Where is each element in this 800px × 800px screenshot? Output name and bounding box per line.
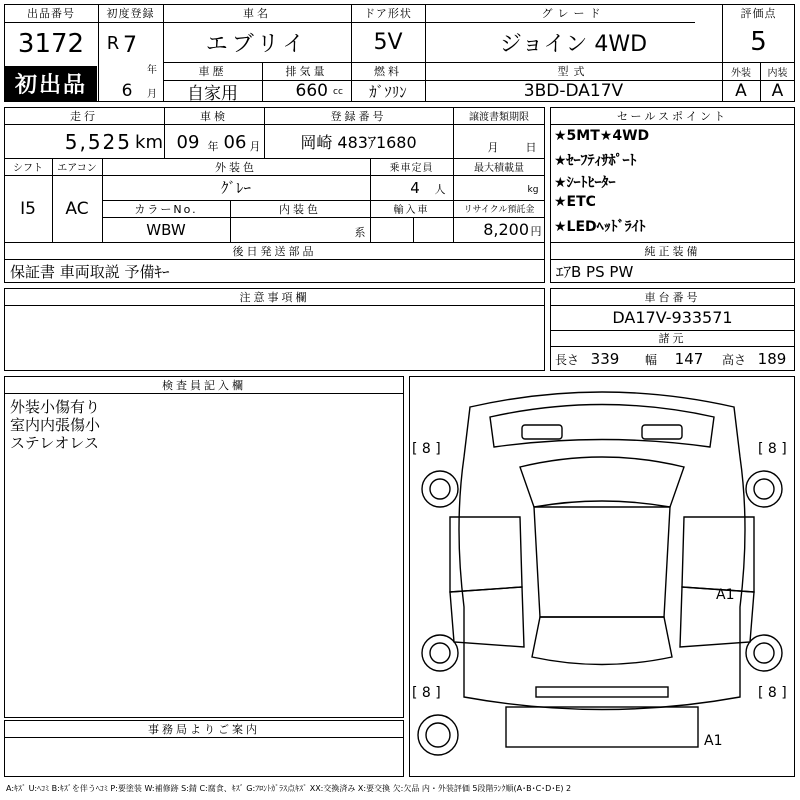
transfer-deadline-label: 譲渡書類期限 bbox=[469, 112, 529, 123]
sales-point-item: ★ｼｰﾄﾋｰﾀｰ bbox=[554, 175, 616, 191]
score-value: 5 bbox=[750, 27, 767, 57]
mileage-label: 走行 bbox=[70, 109, 98, 123]
door-type: 5V bbox=[373, 29, 403, 55]
color-number: WBW bbox=[146, 220, 186, 239]
year-unit: 年 bbox=[147, 64, 157, 76]
load-label: 最大積載量 bbox=[474, 163, 524, 174]
inspection-year-unit: 年 bbox=[207, 140, 219, 153]
width-label: 幅 bbox=[644, 352, 657, 367]
color-number-label: カラーNo. bbox=[134, 202, 198, 216]
car-name-label: 車名 bbox=[243, 7, 271, 20]
history-label: 車歴 bbox=[198, 65, 227, 78]
later-parts-label: 後日発送部品 bbox=[232, 244, 317, 258]
sales-point-item: ★ETC bbox=[554, 194, 596, 210]
capacity-label: 乗車定員 bbox=[389, 163, 434, 174]
model-code: 3BD-DA17V bbox=[523, 81, 624, 101]
registration-plate: 岡崎 483ｱ1680 bbox=[300, 132, 417, 152]
grade-label: グレード bbox=[541, 7, 606, 20]
tire-mark-front-left: [ 8 ] bbox=[412, 441, 441, 457]
inspection-label: 車検 bbox=[200, 109, 228, 123]
month-unit: 月 bbox=[147, 88, 157, 100]
inspection-month: 06 bbox=[223, 131, 247, 153]
tire-mark-front-right: [ 8 ] bbox=[758, 441, 787, 457]
recycle-value: 8,200 bbox=[483, 220, 529, 239]
width-value: 147 bbox=[674, 350, 704, 368]
exterior-color: ｸﾞﾚｰ bbox=[220, 179, 251, 197]
inspection-month-unit: 月 bbox=[249, 140, 261, 153]
exterior-label: 外装 bbox=[731, 67, 751, 79]
registration-month: 6 bbox=[121, 81, 133, 101]
exterior-color-label: 外装色 bbox=[215, 160, 257, 174]
history-value: 自家用 bbox=[187, 83, 238, 102]
later-parts-value: 保証書 車両取説 予備ｷｰ bbox=[10, 262, 170, 281]
damage-mark-rear: A1 bbox=[704, 733, 723, 749]
transfer-month-unit: 月 bbox=[487, 141, 499, 154]
height-label: 高さ bbox=[721, 352, 746, 367]
shift-value: I5 bbox=[20, 198, 36, 219]
chassis-label: 車台番号 bbox=[644, 290, 701, 304]
import-label: 輸入車 bbox=[393, 205, 430, 216]
mileage-value: 5,525 bbox=[64, 130, 132, 154]
shift-label: シフト bbox=[13, 163, 43, 174]
sales-point-item: ★LEDﾍｯﾄﾞﾗｲﾄ bbox=[554, 219, 646, 235]
registration-year: 7 bbox=[123, 32, 137, 58]
interior-grade: A bbox=[771, 81, 784, 101]
interior-label: 内装 bbox=[767, 67, 788, 79]
car-outline-diagram bbox=[410, 377, 794, 776]
office-label: 事務局よりご案内 bbox=[148, 722, 260, 736]
capacity-unit: 人 bbox=[434, 183, 446, 196]
legend-text: A:ｷｽﾞ U:ﾍｺﾐ B:ｷｽﾞを伴うﾍｺﾐ P:要塗装 W:補修跡 S:錆 C:腐食、ｷｽﾞ G:ﾌﾛﾝﾄｶﾞﾗｽ点ｷｽﾞ XX:交換済み X:要交換 欠:欠品 内・外装評価 5段階ﾗﾝｸ順(A･B･C･D･E) 2 bbox=[6, 783, 572, 793]
inspector-note: 外装小傷有り bbox=[10, 398, 101, 416]
caution-label: 注意事項欄 bbox=[239, 290, 310, 304]
displacement-value: 660 bbox=[295, 81, 328, 101]
load-unit: kg bbox=[527, 185, 539, 195]
displacement-label: 排気量 bbox=[285, 65, 328, 78]
car-name: エブリイ bbox=[205, 31, 309, 57]
displacement-unit: cc bbox=[333, 87, 343, 97]
damage-diagram bbox=[409, 376, 795, 777]
interior-color-unit: 系 bbox=[354, 226, 366, 239]
inspector-label: 検査員記入欄 bbox=[162, 378, 246, 392]
sales-point-item: ★ｾｰﾌﾃｨｻﾎﾟｰﾄ bbox=[554, 153, 637, 169]
dimensions-label: 諸元 bbox=[658, 332, 687, 345]
chassis-number: DA17V-933571 bbox=[612, 308, 733, 327]
exterior-grade: A bbox=[735, 81, 747, 101]
equipment-value: ｴｱB PS PW bbox=[556, 262, 634, 281]
recycle-unit: 円 bbox=[530, 225, 542, 238]
plate-label: 登録番号 bbox=[330, 109, 387, 123]
lot-number: 3172 bbox=[17, 29, 85, 59]
sales-point-item: ★5MT★4WD bbox=[554, 128, 650, 144]
ac-label: エアコン bbox=[57, 163, 97, 174]
interior-color-label: 内装色 bbox=[279, 202, 321, 216]
capacity-value: 4 bbox=[410, 178, 420, 197]
inspector-note: ステレオレス bbox=[10, 434, 99, 452]
grade-value: ジョイン 4WD bbox=[499, 31, 648, 57]
tire-mark-rear-right: [ 8 ] bbox=[758, 685, 787, 701]
inspection-year: 09 bbox=[176, 131, 200, 153]
fuel-label: 燃料 bbox=[374, 65, 402, 78]
tire-mark-rear-left: [ 8 ] bbox=[412, 685, 441, 701]
damage-mark-right-side: A1 bbox=[716, 587, 735, 603]
era-label: R bbox=[106, 32, 120, 54]
inspector-note: 室内内張傷小 bbox=[10, 416, 101, 434]
length-label: 長さ bbox=[554, 352, 579, 367]
first-listing-badge: 初出品 bbox=[5, 66, 97, 101]
lot-label: 出品番号 bbox=[27, 7, 75, 20]
length-value: 339 bbox=[590, 350, 620, 368]
equipment-label: 純正装備 bbox=[644, 244, 701, 258]
mileage-unit: km bbox=[135, 131, 163, 153]
recycle-label: リサイクル預託金 bbox=[463, 205, 535, 215]
score-label: 評価点 bbox=[740, 7, 777, 20]
model-label: 型式 bbox=[557, 65, 590, 78]
transfer-day-unit: 日 bbox=[525, 141, 537, 154]
fuel-value: ｶﾞｿﾘﾝ bbox=[369, 82, 407, 101]
height-value: 189 bbox=[757, 350, 787, 368]
door-label: ドア形状 bbox=[364, 7, 412, 20]
first-registration-label: 初度登録 bbox=[106, 7, 155, 20]
ac-value: AC bbox=[65, 198, 89, 219]
sales-points-label: セールスポイント bbox=[616, 109, 728, 123]
